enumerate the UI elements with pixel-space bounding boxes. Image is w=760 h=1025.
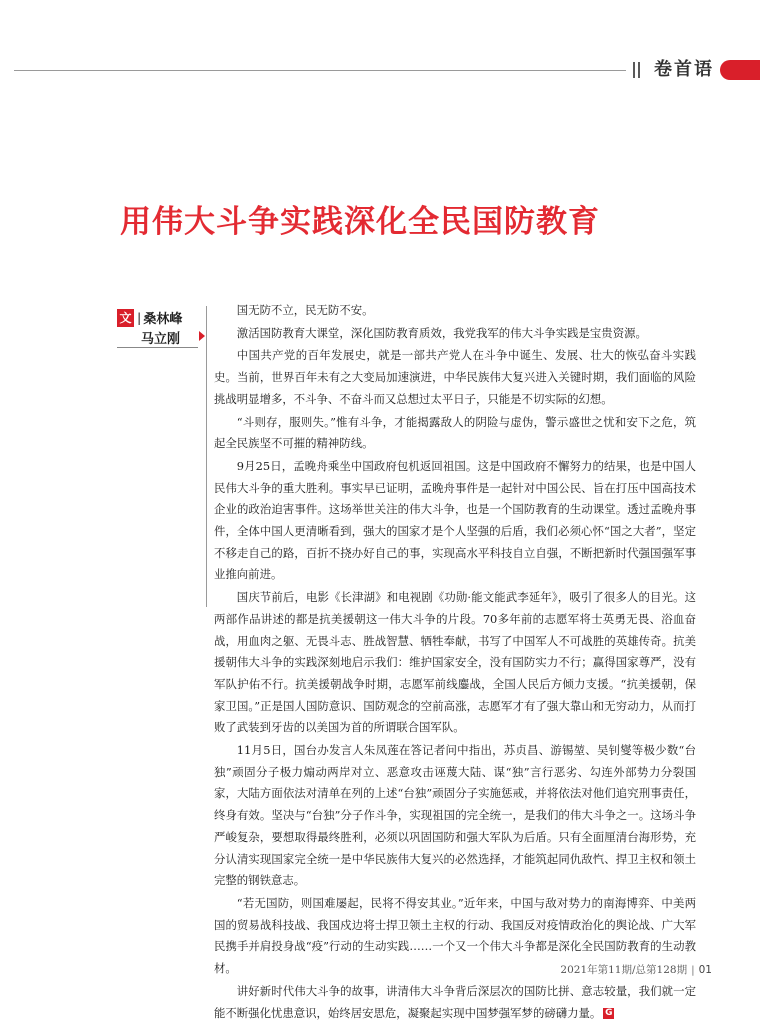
arrow-right-icon: [199, 331, 205, 341]
section-tab: [720, 60, 760, 80]
byline-rule: [117, 347, 198, 348]
byline-separator: |: [137, 310, 142, 325]
paragraph: 国无防不立，民无防不安。: [236, 303, 374, 317]
byline-tag: 文: [117, 309, 134, 327]
paragraph: 激活国防教育大课堂，深化国防教育质效，我党我军的伟大斗争实践是宝贵资源。: [236, 325, 647, 340]
paragraph: 国庆节前后，电影《长津湖》和电视剧《功勋·能文能武李延年》，吸引了很多人的目光。这两部作品讲述的都是抗美援朝这一伟大斗争的片段。70多年前的志愿军将士英勇无畏、浴血奋战，用血肉之躯、无畏斗志、胜战智慧、牺牲奉献，书写了中国军人不可战胜的英雄传奇。抗美援朝伟大斗争的实践深刻地启示我们：维护国家安全，没有国防实力不行；赢得国家尊严，没有军队护佑不行。抗美援朝战争时期，志愿军前线鏖战，全国人民后方倾力支援。“抗美援朝，保家卫国。”正是国人国防意识、国防观念的空前高涨，志愿军才有了强大靠山和无穷动力，从而打败了武装到牙齿的以美国为首的所谓联合国军队。: [214, 590, 696, 735]
page-number: 01: [698, 964, 712, 976]
author-2: 马立刚: [141, 332, 181, 347]
page-footer: [560, 962, 712, 977]
section-label: 卷首语: [654, 59, 714, 80]
column-divider: [206, 306, 207, 607]
paragraph: 9月25日，孟晚舟乘坐中国政府包机返回祖国。这是中国政府不懈努力的结果，也是中国人民伟大斗争的重大胜利。事实早已证明，孟晚舟事件是一起针对中国公民、旨在打压中国高技术企业的政治迫害事件。这场举世关注的伟大斗争，也是一个国防教育的生动课堂。透过孟晚舟事件，全体中国人更清晰看到，强大的国家才是个人坚强的后盾，我们必须心怀“国之大者”，坚定不移走自己的路，百折不挠办好自己的事，实现高水平科技自立自强，不断把新时代强国强军事业推向前进。: [214, 458, 696, 582]
paragraph-last: [214, 981, 696, 1024]
end-mark-icon: G: [605, 1008, 613, 1018]
author-1: 桑林峰: [143, 312, 183, 327]
paragraph: “若无国防，则国难屡起，民将不得安其业。”近年来，中国与敌对势力的南海博弈、中美两国的贸易战科技战、我国戍边将士捍卫领土主权的行动、我国反对疫情政治化的舆论战、广大军民携手并肩投身战“疫”行动的生动实践……一个又一个伟大斗争都是深化全民国防教育的生动教材。: [214, 895, 696, 976]
paragraph-text: 讲好新时代伟大斗争的故事，讲清伟大斗争背后深层次的国防比拼、意志较量，我们就一定能不断强化忧患意识，始终居安思危，凝聚起实现中国梦强军梦的磅礴力量。: [214, 983, 696, 1020]
paragraph: “斗则存，服则失。”惟有斗争，才能揭露敌人的阴险与虚伪，警示盛世之忧和安下之危，筑起全民族坚不可摧的精神防线。: [214, 414, 696, 451]
byline: [117, 308, 207, 347]
section-bars-icon: [633, 62, 640, 78]
footer-separator: |: [691, 964, 695, 976]
article-title: 用伟大斗争实践深化全民国防教育: [120, 204, 600, 240]
paragraph: 中国共产党的百年发展史，就是一部共产党人在斗争中诞生、发展、壮大的恢弘奋斗实践史。当前，世界百年未有之大变局加速演进，中华民族伟大复兴进入关键时期，我们面临的风险挑战明显增多，不斗争、不奋斗而又总想过太平日子，只能是不切实际的幻想。: [214, 348, 696, 406]
paragraph: 11月5日，国台办发言人朱凤莲在答记者问中指出，苏贞昌、游锡堃、吴钊燮等极少数“台独”顽固分子极力煽动两岸对立、恶意攻击诬蔑大陆、谋“独”言行恶劣、勾连外部势力分裂国家，大陆方面依法对清单在列的上述“台独”顽固分子实施惩戒，并将依法对他们追究刑事责任，终身有效。坚决与“台独”分子作斗争，实现祖国的完全统一，是我们的伟大斗争之一。这场斗争严峻复杂，要想取得最终胜利，必须以巩固国防和强大军队为后盾。只有全面厘清台海形势，充分认清实现国家完全统一是中华民族伟大复兴的必然选择，才能筑起同仇敌忾、捍卫主权和领土完整的钢铁意志。: [214, 743, 696, 888]
issue-info: 2021年第11期/总第128期: [560, 964, 688, 976]
article-body: [214, 300, 696, 1025]
header-rule: [14, 70, 626, 71]
